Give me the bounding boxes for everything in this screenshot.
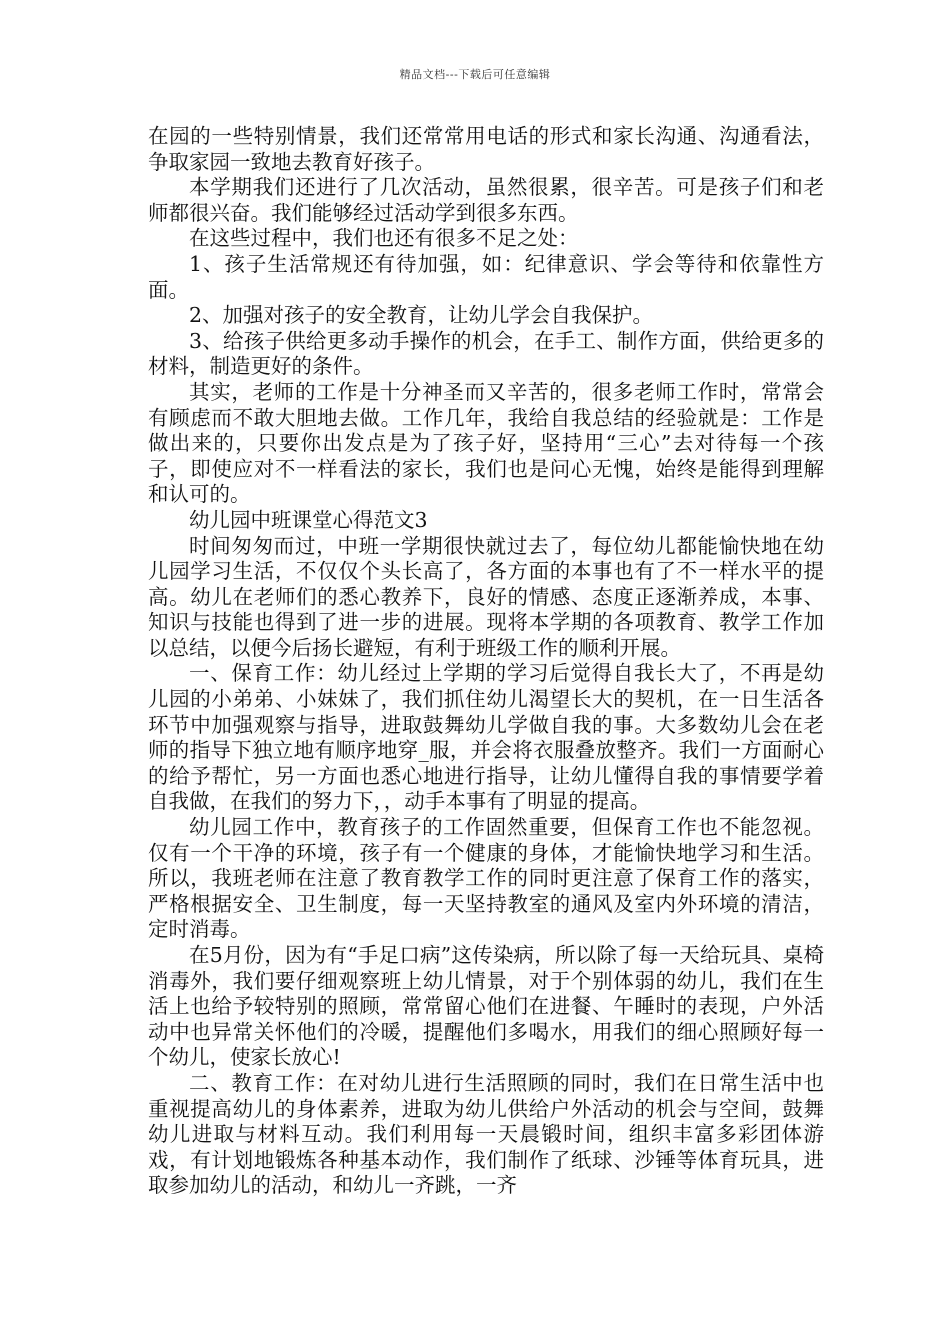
paragraph-4: 其实，老师的工作是十分神圣而又辛苦的，很多老师工作时，常常会有顾虑而不敢大胆地去做。工作几年，我给自我总结的经验就是：工作是做出来的，只要你出发点是为了孩子好，坚持用“三心”去对待每一个孩子，即使应对不一样看法的家长，我们也是问心无愧，始终是能得到理解和认可的。 xyxy=(148,379,824,507)
paragraph-2: 本学期我们还进行了几次活动，虽然很累，很辛苦。可是孩子们和老师都很兴奋。我们能够经过活动学到很多东西。 xyxy=(148,175,824,225)
list-item-1: 1、孩子生活常规还有待加强，如：纪律意识、学会等待和依靠性方面。 xyxy=(148,251,824,302)
paragraph-1: 在园的一些特别情景，我们还常常用电话的形式和家长沟通、沟通看法，争取家园一致地去教育好孩子。 xyxy=(148,124,824,174)
page-header: 精品文档---下载后可任意编辑 xyxy=(399,68,551,81)
paragraph-6: 一、保育工作：幼儿经过上学期的学习后觉得自我长大了，不再是幼儿园的小弟弟、小妹妹了，我们抓住幼儿渴望长大的契机，在一日生活各环节中加强观察与指导，进取鼓舞幼儿学做自我的事。大多数幼儿会在老师的指导下独立地有顺序地穿_服，并会将衣服叠放整齐。我们一方面耐心的给予帮忙，另一方面也悉心地进行指导，让幼儿懂得自我的事情要学着自我做，在我们的努力下，，动手本事有了明显的提高。 xyxy=(148,661,824,814)
document-body xyxy=(148,124,824,1199)
section-title: 幼儿园中班课堂心得范文3 xyxy=(189,507,428,532)
paragraph-5: 时间匆匆而过，中班一学期很快就过去了，每位幼儿都能愉快地在幼儿园学习生活，不仅仅个头长高了，各方面的本事也有了不一样水平的提高。幼儿在老师们的悉心教养下，良好的情感、态度正逐渐养成，本事、知识与技能也得到了进一步的进展。现将本学期的各项教育、教学工作加以总结，以便今后扬长避短，有利于班级工作的顺利开展。 xyxy=(148,533,824,660)
list-item-3: 3、给孩子供给更多动手操作的机会，在手工、制作方面，供给更多的材料，制造更好的条件。 xyxy=(148,328,824,379)
paragraph-7: 幼儿园工作中，教育孩子的工作固然重要，但保育工作也不能忽视。仅有一个干净的环境，孩子有一个健康的身体，才能愉快地学习和生活。所以，我班老师在注意了教育教学工作的同时更注意了保育工作的落实，严格根据安全、卫生制度，每一天坚持教室的通风及室内外环境的清洁，定时消毒。 xyxy=(148,815,824,942)
paragraph-3: 在这些过程中，我们也还有很多不足之处： xyxy=(189,226,579,251)
paragraph-8: 在5月份，因为有“手足口病”这传染病，所以除了每一天给玩具、桌椅消毒外，我们要仔细观察班上幼儿情景，对于个别体弱的幼儿，我们在生活上也给予较特别的照顾，常常留心他们在进餐、午睡时的表现，户外活动中也异常关怀他们的冷暖，提醒他们多喝水，用我们的细心照顾好每一个幼儿，使家长放心! xyxy=(148,943,824,1070)
list-item-2: 2、加强对孩子的安全教育，让幼儿学会自我保护。 xyxy=(189,303,654,328)
paragraph-9: 二、教育工作：在对幼儿进行生活照顾的同时，我们在日常生活中也重视提高幼儿的身体素养，进取为幼儿供给户外活动的机会与空间，鼓舞幼儿进取与材料互动。我们利用每一天晨锻时间，组织丰富多彩团体游戏，有计划地锻炼各种基本动作，我们制作了纸球、沙锤等体育玩具，进取参加幼儿的活动，和幼儿一齐跳，一齐 xyxy=(148,1070,824,1198)
